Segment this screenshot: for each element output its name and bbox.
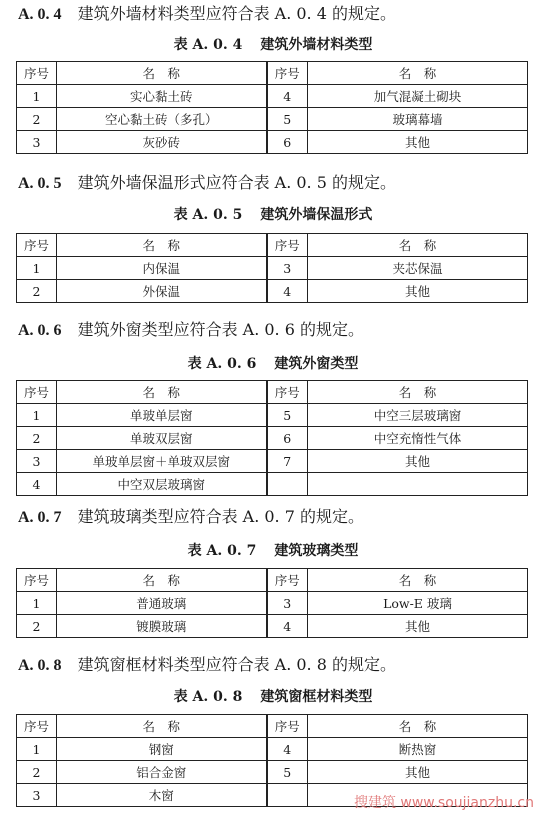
table-caption <box>0 688 546 706</box>
table-header-row <box>17 62 528 85</box>
cell-seq: 1 <box>17 404 57 427</box>
cell-seq: 7 <box>267 450 308 473</box>
cell-seq: 4 <box>267 615 308 638</box>
cell-name: 内保温 <box>57 257 267 280</box>
header-seq: 序号 <box>267 715 308 738</box>
table-row <box>17 761 528 784</box>
clause-heading <box>18 4 396 25</box>
cell-name: 实心黏土砖 <box>57 85 267 108</box>
header-name: 名 称 <box>57 715 267 738</box>
cell-seq: 5 <box>267 761 308 784</box>
header-name: 名 称 <box>308 234 528 257</box>
cell-seq: 4 <box>267 85 308 108</box>
header-name: 名 称 <box>57 234 267 257</box>
cell-name: 普通玻璃 <box>57 592 267 615</box>
cell-seq <box>267 473 308 496</box>
cell-name: 中空充惰性气体 <box>308 427 528 450</box>
table-row <box>17 280 528 303</box>
header-name: 名 称 <box>308 715 528 738</box>
clause-text: 建筑窗框材料类型应符合表 A. 0. 8 的规定。 <box>77 655 396 674</box>
table-row <box>17 85 528 108</box>
table-caption-title: 建筑外墙保温形式 <box>260 207 373 223</box>
spec-table <box>16 233 528 303</box>
clause-number: A. 0. 8 <box>18 657 62 674</box>
table-row <box>17 131 528 154</box>
table-caption-id: 表 A. 0. 5 <box>173 207 243 223</box>
cell-seq: 2 <box>17 615 57 638</box>
cell-name: 单玻双层窗 <box>57 427 267 450</box>
cell-name: 木窗 <box>57 784 267 807</box>
header-name: 名 称 <box>308 381 528 404</box>
table-caption <box>0 206 546 224</box>
cell-name: Low-E 玻璃 <box>308 592 528 615</box>
spec-table <box>16 61 528 154</box>
cell-name: 夹芯保温 <box>308 257 528 280</box>
cell-name: 镀膜玻璃 <box>57 615 267 638</box>
table-caption <box>0 542 546 560</box>
header-seq: 序号 <box>267 569 308 592</box>
table-row <box>17 427 528 450</box>
cell-seq: 3 <box>267 257 308 280</box>
cell-seq: 1 <box>17 738 57 761</box>
clause-text: 建筑玻璃类型应符合表 A. 0. 7 的规定。 <box>77 507 364 526</box>
header-name: 名 称 <box>308 62 528 85</box>
table-caption <box>0 36 546 54</box>
cell-seq: 1 <box>17 592 57 615</box>
header-name: 名 称 <box>57 62 267 85</box>
header-name: 名 称 <box>57 381 267 404</box>
cell-name: 灰砂砖 <box>57 131 267 154</box>
cell-seq: 2 <box>17 108 57 131</box>
table-row <box>17 615 528 638</box>
table-caption-title: 建筑窗框材料类型 <box>260 689 373 705</box>
clause-text: 建筑外窗类型应符合表 A. 0. 6 的规定。 <box>77 320 364 339</box>
table-caption-id: 表 A. 0. 6 <box>187 356 257 372</box>
cell-name: 玻璃幕墙 <box>308 108 528 131</box>
clause-heading <box>18 507 364 528</box>
clause-heading <box>18 173 396 194</box>
table-caption-id: 表 A. 0. 7 <box>187 543 257 559</box>
cell-name: 单玻单层窗 <box>57 404 267 427</box>
watermark-text: 搜建筑 www.soujianzhu.cn <box>353 795 534 811</box>
clause-number: A. 0. 7 <box>18 509 62 526</box>
header-seq: 序号 <box>267 381 308 404</box>
cell-name: 外保温 <box>57 280 267 303</box>
cell-seq: 1 <box>17 257 57 280</box>
table-caption <box>0 355 546 373</box>
table-caption-title: 建筑外窗类型 <box>274 356 359 372</box>
table-row <box>17 738 528 761</box>
table-caption-id: 表 A. 0. 4 <box>173 37 243 53</box>
cell-seq <box>267 784 308 807</box>
table-row <box>17 404 528 427</box>
cell-seq: 3 <box>17 784 57 807</box>
cell-name: 钢窗 <box>57 738 267 761</box>
cell-seq: 6 <box>267 427 308 450</box>
clause-text: 建筑外墙保温形式应符合表 A. 0. 5 的规定。 <box>77 173 396 192</box>
table-row <box>17 450 528 473</box>
cell-seq: 2 <box>17 280 57 303</box>
clause-heading <box>18 320 364 341</box>
table-row <box>17 473 528 496</box>
cell-name: 其他 <box>308 615 528 638</box>
cell-name: 其他 <box>308 450 528 473</box>
cell-name: 铝合金窗 <box>57 761 267 784</box>
table-header-row <box>17 234 528 257</box>
header-seq: 序号 <box>17 234 57 257</box>
table-caption-title: 建筑外墙材料类型 <box>260 37 373 53</box>
table-header-row <box>17 569 528 592</box>
clause-number: A. 0. 5 <box>18 175 62 192</box>
cell-seq: 1 <box>17 85 57 108</box>
cell-name: 其他 <box>308 761 528 784</box>
cell-seq: 3 <box>267 592 308 615</box>
cell-seq: 6 <box>267 131 308 154</box>
cell-name: 断热窗 <box>308 738 528 761</box>
cell-name: 其他 <box>308 280 528 303</box>
clause-number: A. 0. 6 <box>18 322 62 339</box>
spec-table <box>16 380 528 496</box>
header-seq: 序号 <box>267 234 308 257</box>
spec-table <box>16 568 528 638</box>
table-header-row <box>17 715 528 738</box>
cell-name: 中空三层玻璃窗 <box>308 404 528 427</box>
cell-name: 加气混凝土砌块 <box>308 85 528 108</box>
header-name: 名 称 <box>57 569 267 592</box>
clause-number: A. 0. 4 <box>18 6 62 23</box>
header-seq: 序号 <box>17 381 57 404</box>
cell-seq: 5 <box>267 108 308 131</box>
cell-seq: 3 <box>17 450 57 473</box>
header-seq: 序号 <box>267 62 308 85</box>
table-row <box>17 108 528 131</box>
header-seq: 序号 <box>17 62 57 85</box>
clause-text: 建筑外墙材料类型应符合表 A. 0. 4 的规定。 <box>77 4 396 23</box>
cell-seq: 4 <box>267 280 308 303</box>
cell-name: 其他 <box>308 131 528 154</box>
table-row <box>17 592 528 615</box>
table-caption-id: 表 A. 0. 8 <box>173 689 243 705</box>
table-caption-title: 建筑玻璃类型 <box>274 543 359 559</box>
cell-name: 中空双层玻璃窗 <box>57 473 267 496</box>
clause-heading <box>18 655 396 676</box>
cell-seq: 5 <box>267 404 308 427</box>
cell-name: 空心黏土砖（多孔） <box>57 108 267 131</box>
header-name: 名 称 <box>308 569 528 592</box>
header-seq: 序号 <box>17 715 57 738</box>
table-row <box>17 257 528 280</box>
cell-seq: 4 <box>17 473 57 496</box>
cell-seq: 2 <box>17 427 57 450</box>
header-seq: 序号 <box>17 569 57 592</box>
cell-name: 单玻单层窗＋单玻双层窗 <box>57 450 267 473</box>
cell-seq: 4 <box>267 738 308 761</box>
cell-seq: 2 <box>17 761 57 784</box>
table-header-row <box>17 381 528 404</box>
cell-name <box>308 473 528 496</box>
cell-seq: 3 <box>17 131 57 154</box>
